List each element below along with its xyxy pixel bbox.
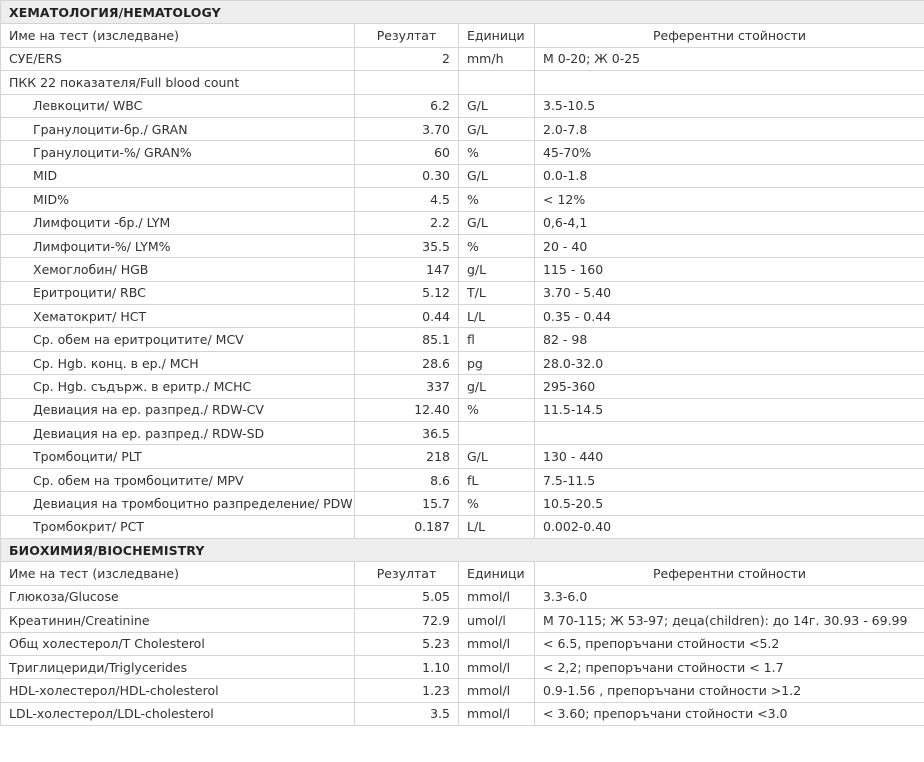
- table-row: [1, 94, 924, 117]
- column-header-units: Единици: [459, 24, 535, 47]
- unit-cell: mmol/l: [459, 632, 535, 655]
- table-row: [1, 351, 924, 374]
- result-cell: 147: [355, 258, 459, 281]
- reference-cell: < 2,2; препоръчани стойности < 1.7: [535, 655, 924, 678]
- reference-cell: < 12%: [535, 188, 924, 211]
- table-row: [1, 702, 924, 725]
- reference-cell: [535, 71, 924, 94]
- table-row: [1, 585, 924, 608]
- table-row: [1, 141, 924, 164]
- column-header-units: Единици: [459, 562, 535, 585]
- table-row: [1, 117, 924, 140]
- test-name-cell: Ср. обем на тромбоцитите/ MPV: [1, 468, 355, 491]
- unit-cell: %: [459, 141, 535, 164]
- test-name-cell: Хематокрит/ HCT: [1, 305, 355, 328]
- reference-cell: < 3.60; препоръчани стойности <3.0: [535, 702, 924, 725]
- test-name-cell: Еритроцити/ RBC: [1, 281, 355, 304]
- test-name-cell: Лимфоцити-%/ LYM%: [1, 234, 355, 257]
- unit-cell: %: [459, 398, 535, 421]
- result-cell: 60: [355, 141, 459, 164]
- test-name-cell: Девиация на ер. разпред./ RDW-SD: [1, 422, 355, 445]
- unit-cell: %: [459, 188, 535, 211]
- result-cell: 218: [355, 445, 459, 468]
- reference-cell: 82 - 98: [535, 328, 924, 351]
- table-row: [1, 188, 924, 211]
- test-name-cell: Креатинин/Creatinine: [1, 609, 355, 632]
- table-row: [1, 422, 924, 445]
- test-name-cell: Гранулоцити-бр./ GRAN: [1, 117, 355, 140]
- result-cell: 1.23: [355, 679, 459, 702]
- reference-cell: 3.70 - 5.40: [535, 281, 924, 304]
- reference-cell: 2.0-7.8: [535, 117, 924, 140]
- test-name-cell: HDL-холестерол/HDL-cholesterol: [1, 679, 355, 702]
- table-row: [1, 234, 924, 257]
- table-row: [1, 445, 924, 468]
- test-name-cell: Глюкоза/Glucose: [1, 585, 355, 608]
- test-name-cell: Триглицериди/Triglycerides: [1, 655, 355, 678]
- result-cell: [355, 71, 459, 94]
- result-cell: 0.187: [355, 515, 459, 538]
- table-row: [1, 328, 924, 351]
- test-name-cell: СУЕ/ERS: [1, 47, 355, 70]
- result-cell: 1.10: [355, 655, 459, 678]
- result-cell: 2: [355, 47, 459, 70]
- unit-cell: umol/l: [459, 609, 535, 632]
- unit-cell: mmol/l: [459, 585, 535, 608]
- unit-cell: mm/h: [459, 47, 535, 70]
- test-name-cell: Девиация на ер. разпред./ RDW-CV: [1, 398, 355, 421]
- table-row: [1, 515, 924, 538]
- reference-cell: М 0-20; Ж 0-25: [535, 47, 924, 70]
- test-name-cell: MID: [1, 164, 355, 187]
- test-name-cell: Левкоцити/ WBC: [1, 94, 355, 117]
- result-cell: 0.44: [355, 305, 459, 328]
- reference-cell: 10.5-20.5: [535, 492, 924, 515]
- result-cell: 8.6: [355, 468, 459, 491]
- biochemistry-header-row: [1, 562, 924, 585]
- unit-cell: %: [459, 234, 535, 257]
- unit-cell: mmol/l: [459, 702, 535, 725]
- unit-cell: T/L: [459, 281, 535, 304]
- reference-cell: < 6.5, препоръчани стойности <5.2: [535, 632, 924, 655]
- table-row: [1, 655, 924, 678]
- result-cell: 28.6: [355, 351, 459, 374]
- test-name-cell: Ср. Hgb. съдърж. в еритр./ MCHC: [1, 375, 355, 398]
- table-row: [1, 679, 924, 702]
- table-row: [1, 164, 924, 187]
- reference-cell: 0.0-1.8: [535, 164, 924, 187]
- unit-cell: L/L: [459, 515, 535, 538]
- reference-cell: 0.9-1.56 , препоръчани стойности >1.2: [535, 679, 924, 702]
- result-cell: 2.2: [355, 211, 459, 234]
- unit-cell: %: [459, 492, 535, 515]
- table-row: [1, 398, 924, 421]
- result-cell: 5.23: [355, 632, 459, 655]
- reference-cell: [535, 422, 924, 445]
- table-row: [1, 375, 924, 398]
- test-name-cell: Тромбокрит/ PCT: [1, 515, 355, 538]
- test-name-cell: Общ холестерол/T Cholesterol: [1, 632, 355, 655]
- test-name-cell: LDL-холестерол/LDL-cholesterol: [1, 702, 355, 725]
- reference-cell: 45-70%: [535, 141, 924, 164]
- column-header-test-name: Име на тест (изследване): [1, 562, 355, 585]
- result-cell: 5.12: [355, 281, 459, 304]
- reference-cell: 3.3-6.0: [535, 585, 924, 608]
- reference-cell: 115 - 160: [535, 258, 924, 281]
- reference-cell: 130 - 440: [535, 445, 924, 468]
- unit-cell: pg: [459, 351, 535, 374]
- result-cell: 36.5: [355, 422, 459, 445]
- table-row: [1, 609, 924, 632]
- reference-cell: 7.5-11.5: [535, 468, 924, 491]
- unit-cell: G/L: [459, 94, 535, 117]
- table-row: [1, 281, 924, 304]
- test-name-cell: Лимфоцити -бр./ LYM: [1, 211, 355, 234]
- reference-cell: 0.002-0.40: [535, 515, 924, 538]
- hematology-section-row: [1, 1, 924, 24]
- hematology-header-row: [1, 24, 924, 47]
- biochemistry-section-title: БИОХИМИЯ/BIOCHEMISTRY: [1, 538, 924, 561]
- table-row: [1, 305, 924, 328]
- result-cell: 6.2: [355, 94, 459, 117]
- test-name-cell: Тромбоцити/ PLT: [1, 445, 355, 468]
- result-cell: 15.7: [355, 492, 459, 515]
- reference-cell: М 70-115; Ж 53-97; деца(children): до 14г. 30.93 - 69.99: [535, 609, 924, 632]
- unit-cell: g/L: [459, 375, 535, 398]
- result-cell: 12.40: [355, 398, 459, 421]
- lab-results-body: [1, 1, 924, 726]
- test-name-cell: Хемоглобин/ HGB: [1, 258, 355, 281]
- column-header-result: Резултат: [355, 24, 459, 47]
- unit-cell: mmol/l: [459, 679, 535, 702]
- reference-cell: 0,6-4,1: [535, 211, 924, 234]
- column-header-test-name: Име на тест (изследване): [1, 24, 355, 47]
- test-name-cell: Гранулоцити-%/ GRAN%: [1, 141, 355, 164]
- unit-cell: G/L: [459, 164, 535, 187]
- test-name-cell: Ср. Hgb. конц. в ер./ MCH: [1, 351, 355, 374]
- column-header-reference: Референтни стойности: [535, 562, 924, 585]
- reference-cell: 295-360: [535, 375, 924, 398]
- result-cell: 72.9: [355, 609, 459, 632]
- test-name-cell: Ср. обем на еритроцитите/ MCV: [1, 328, 355, 351]
- unit-cell: fl: [459, 328, 535, 351]
- table-row: [1, 492, 924, 515]
- result-cell: 5.05: [355, 585, 459, 608]
- table-row: [1, 47, 924, 70]
- table-row: [1, 258, 924, 281]
- unit-cell: G/L: [459, 445, 535, 468]
- result-cell: 35.5: [355, 234, 459, 257]
- hematology-section-title: ХЕМАТОЛОГИЯ/HEMATOLOGY: [1, 1, 924, 24]
- column-header-result: Резултат: [355, 562, 459, 585]
- result-cell: 0.30: [355, 164, 459, 187]
- result-cell: 3.70: [355, 117, 459, 140]
- table-row: [1, 632, 924, 655]
- reference-cell: 28.0-32.0: [535, 351, 924, 374]
- table-row: [1, 468, 924, 491]
- result-cell: 4.5: [355, 188, 459, 211]
- test-name-cell: Девиация на тромбоцитно разпределение/ PDW: [1, 492, 355, 515]
- reference-cell: 0.35 - 0.44: [535, 305, 924, 328]
- reference-cell: 3.5-10.5: [535, 94, 924, 117]
- column-header-reference: Референтни стойности: [535, 24, 924, 47]
- unit-cell: [459, 422, 535, 445]
- unit-cell: G/L: [459, 117, 535, 140]
- unit-cell: [459, 71, 535, 94]
- reference-cell: 11.5-14.5: [535, 398, 924, 421]
- unit-cell: G/L: [459, 211, 535, 234]
- table-row: [1, 71, 924, 94]
- unit-cell: mmol/l: [459, 655, 535, 678]
- result-cell: 85.1: [355, 328, 459, 351]
- table-row: [1, 211, 924, 234]
- result-cell: 337: [355, 375, 459, 398]
- unit-cell: g/L: [459, 258, 535, 281]
- test-name-cell: MID%: [1, 188, 355, 211]
- test-name-cell: ПКК 22 показателя/Full blood count: [1, 71, 355, 94]
- reference-cell: 20 - 40: [535, 234, 924, 257]
- unit-cell: fL: [459, 468, 535, 491]
- result-cell: 3.5: [355, 702, 459, 725]
- unit-cell: L/L: [459, 305, 535, 328]
- biochemistry-section-row: [1, 538, 924, 561]
